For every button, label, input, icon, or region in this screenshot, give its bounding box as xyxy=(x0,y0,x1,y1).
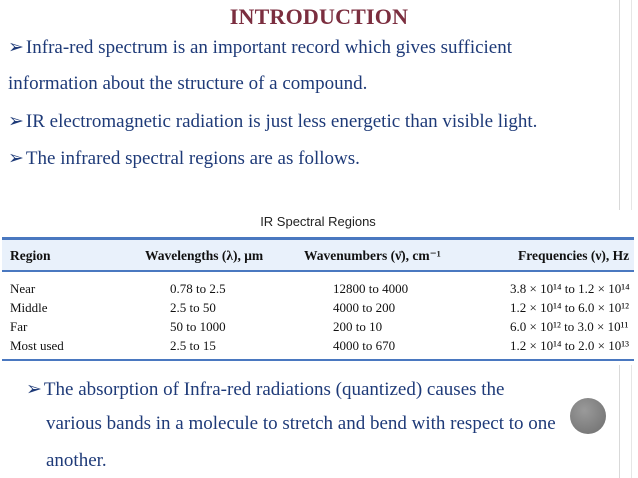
header-wavenumbers: Wavenumbers (ν̄), cm⁻¹ xyxy=(304,248,441,263)
cell-wavelength: 50 to 1000 xyxy=(170,319,226,334)
bullet-1-text: Infra-red spectrum is an important record which gives sufficient xyxy=(25,37,513,58)
arrow-bullet-icon: ➢ xyxy=(8,37,24,58)
table-row xyxy=(2,281,634,301)
cell-region: Near xyxy=(10,281,36,296)
header-wavelengths: Wavelengths (λ), μm xyxy=(145,248,264,263)
cell-wavenumber: 4000 to 200 xyxy=(333,300,396,315)
arrow-bullet-icon: ➢ xyxy=(8,111,24,132)
bullet-2-text: IR electromagnetic radiation is just less energetic than visible light. xyxy=(25,111,538,132)
cell-wavelength: 0.78 to 2.5 xyxy=(170,281,226,296)
cell-wavenumber: 4000 to 670 xyxy=(333,338,396,353)
arrow-bullet-icon: ➢ xyxy=(8,148,24,169)
cell-region: Most used xyxy=(10,338,64,353)
cell-wavelength: 2.5 to 15 xyxy=(170,338,216,353)
table-row xyxy=(2,300,634,320)
table-row xyxy=(2,319,634,339)
bullet-4-text: The absorption of Infra-red radiations (quantized) causes the xyxy=(43,379,505,400)
bullet-4-cont-1: various bands in a molecule to stretch and bend with respect to one xyxy=(46,413,556,434)
bullet-3 xyxy=(8,145,632,173)
slide-title: INTRODUCTION xyxy=(229,4,409,29)
table-bottom-rule xyxy=(2,359,634,361)
table-header xyxy=(2,237,634,272)
bullet-1 xyxy=(8,34,632,62)
arrow-bullet-icon: ➢ xyxy=(26,379,42,400)
cell-frequency: 6.0 × 10¹² to 3.0 × 10¹¹ xyxy=(510,319,629,334)
header-frequencies: Frequencies (ν), Hz xyxy=(518,248,630,263)
cell-wavelength: 2.5 to 50 xyxy=(170,300,216,315)
bullet-4-cont-2: another. xyxy=(46,450,107,471)
cell-wavenumber: 12800 to 4000 xyxy=(333,281,409,296)
table-row xyxy=(2,338,634,358)
bullet-3-text: The infrared spectral regions are as follows. xyxy=(25,148,360,169)
cell-frequency: 1.2 × 10¹⁴ to 6.0 × 10¹² xyxy=(510,300,629,315)
header-region: Region xyxy=(10,248,51,263)
cell-region: Middle xyxy=(10,300,48,315)
decorative-circle-icon xyxy=(570,398,606,434)
bullet-4 xyxy=(26,372,620,408)
bullet-2 xyxy=(8,108,632,136)
cell-frequency: 3.8 × 10¹⁴ to 1.2 × 10¹⁴ xyxy=(510,281,630,296)
ir-spectral-regions-table xyxy=(2,210,634,365)
bullet-1-cont: information about the structure of a compound. xyxy=(8,73,368,94)
cell-frequency: 1.2 × 10¹⁴ to 2.0 × 10¹³ xyxy=(510,338,629,353)
cell-region: Far xyxy=(10,319,28,334)
cell-wavenumber: 200 to 10 xyxy=(333,319,383,334)
table-caption: IR Spectral Regions xyxy=(260,214,376,229)
